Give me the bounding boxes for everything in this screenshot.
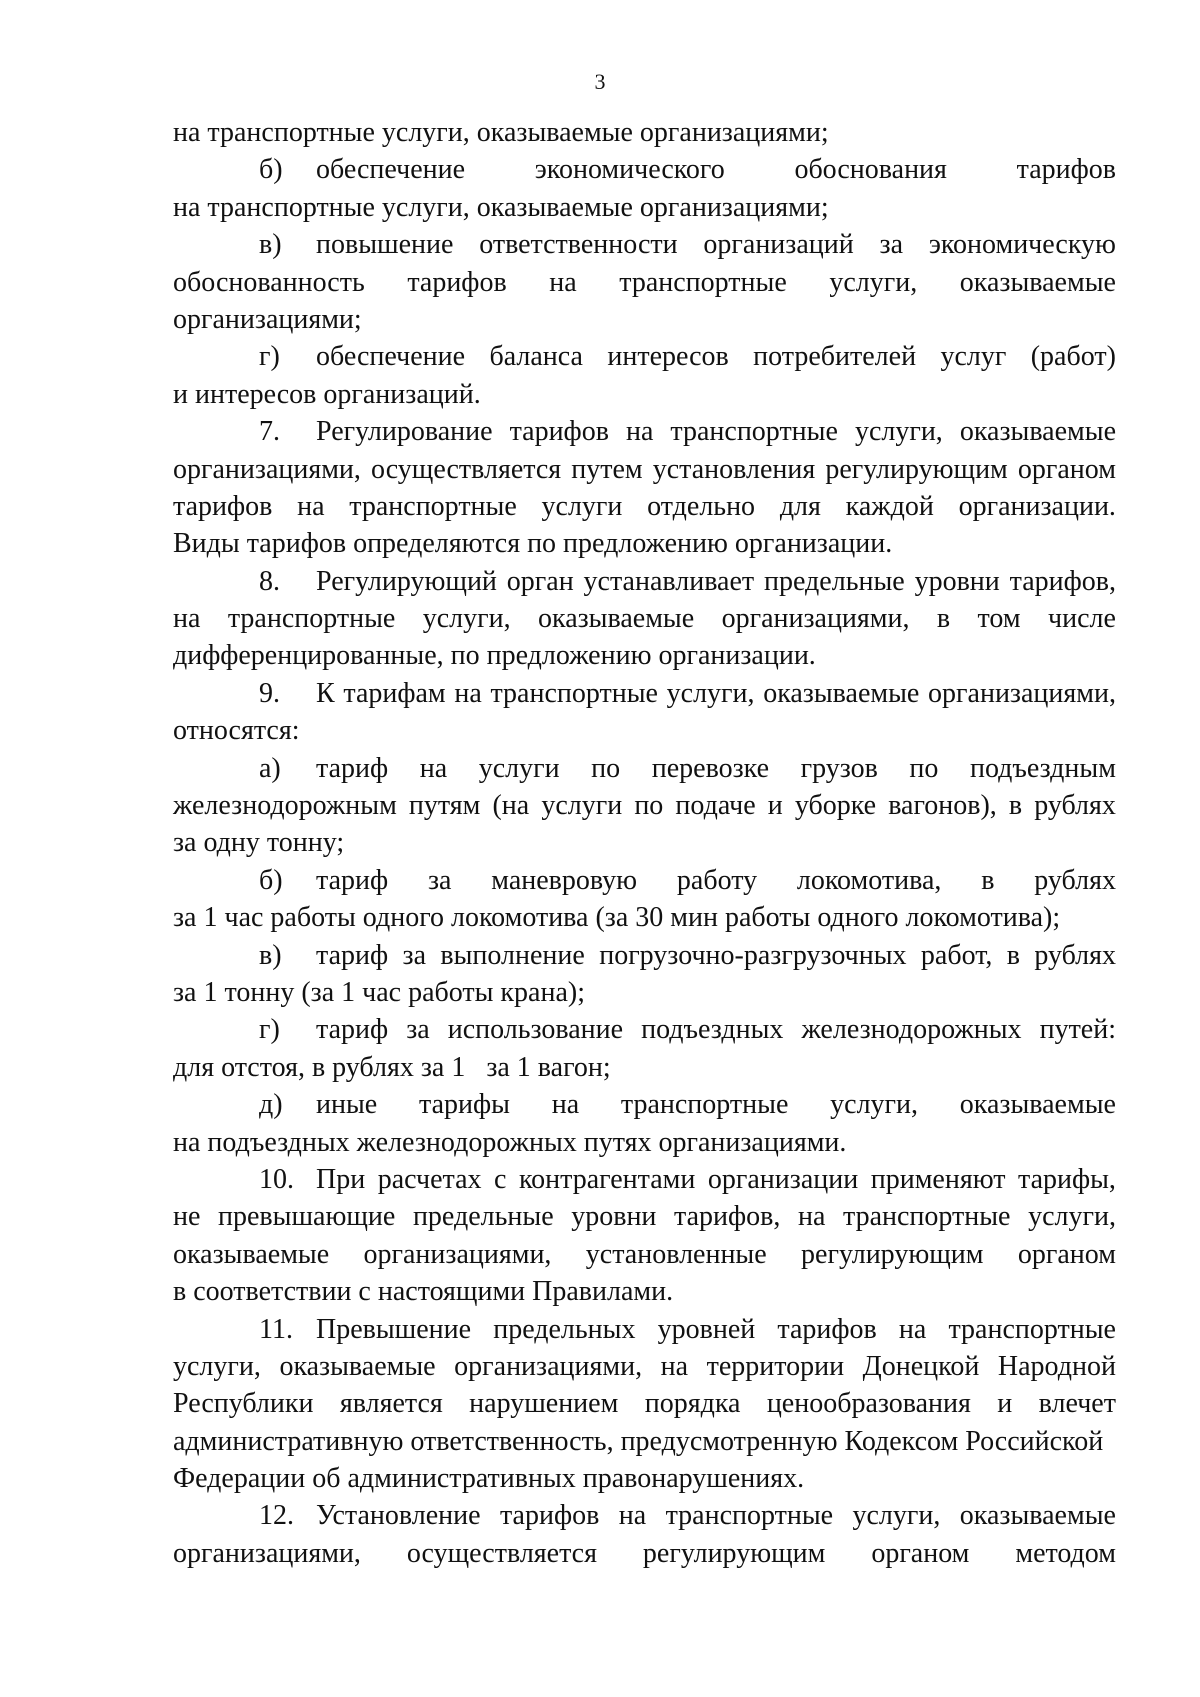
text-line: административную ответственность, предусмотренную Кодексом Российской [173, 1425, 1104, 1457]
text-line [173, 937, 1116, 974]
text-line [173, 1497, 1116, 1534]
word: в [936, 603, 951, 635]
word: услуги, [666, 677, 755, 709]
list-marker: 8. [259, 565, 280, 597]
text-line: для отстоя, в рублях за 1 за 1 вагон; [173, 1051, 611, 1083]
word: установления [652, 453, 816, 485]
word: (на [492, 790, 530, 822]
word: организациями, [721, 603, 910, 635]
text-line [173, 151, 1116, 188]
word: предельные [764, 565, 905, 597]
word: том [977, 603, 1021, 635]
word: регулирующим [801, 1238, 984, 1270]
word: ответственности [479, 229, 678, 261]
list-marker: в) [259, 939, 282, 971]
word: подъездных [641, 1014, 784, 1046]
text-line [173, 1385, 1116, 1422]
word: услуги, [422, 603, 511, 635]
word: осуществляется [371, 453, 562, 485]
line-start [259, 338, 465, 375]
word: путям [408, 790, 481, 822]
word: порядка [644, 1388, 741, 1420]
list-marker: 12. [259, 1500, 294, 1532]
text-line [173, 600, 1116, 637]
word: на [551, 1089, 580, 1121]
word: оказываемые [279, 1350, 436, 1382]
text-line: за одну тонну; [173, 827, 345, 859]
text-line [173, 787, 1116, 824]
list-marker: 9. [259, 677, 280, 709]
text-line: на подъездных железнодорожных путях организациями. [173, 1126, 847, 1158]
word: по [634, 790, 664, 822]
text-line: на транспортные услуги, оказываемые организациями; [173, 117, 829, 148]
line-start [259, 937, 388, 974]
word: работ, [920, 939, 993, 971]
word: тариф [316, 752, 389, 784]
word: услуги, [854, 416, 943, 448]
word: услуги [478, 752, 560, 784]
word: уровней [657, 1313, 756, 1345]
word: организации [707, 1163, 859, 1195]
text-line [173, 563, 1116, 600]
word: оказываемые [959, 1500, 1116, 1532]
word: на [454, 677, 482, 709]
word: оказываемые [173, 1238, 330, 1270]
text-line [173, 488, 1116, 525]
word: предельных [493, 1313, 636, 1345]
text-line [173, 862, 1116, 899]
word: Превышение [316, 1313, 472, 1345]
list-marker: 7. [259, 416, 280, 448]
word: погрузочно-разгрузочных [599, 939, 907, 971]
word: органом [871, 1537, 970, 1569]
list-marker: в) [259, 229, 282, 261]
line-start [259, 1011, 388, 1048]
word: территории [706, 1350, 845, 1382]
word: тариф [316, 1014, 389, 1046]
word: интересов [607, 341, 729, 373]
text-line [173, 1535, 1116, 1572]
word: обоснования [794, 154, 947, 186]
text-line [173, 1086, 1116, 1123]
word: уровни [914, 565, 1000, 597]
line-start [259, 1161, 365, 1198]
word: оказываемые [538, 603, 695, 635]
text-line [173, 413, 1116, 450]
word: и [767, 790, 783, 822]
word: транспортные [227, 603, 396, 635]
word: услуги, [830, 1089, 919, 1121]
word: Донецкой [862, 1350, 980, 1382]
list-marker: б) [259, 864, 283, 896]
word: маневровую [491, 864, 638, 896]
word: на [549, 266, 577, 298]
word: не [173, 1201, 201, 1233]
page-number: 3 [594, 69, 606, 94]
word: расчетах [377, 1163, 482, 1195]
word: каждой [845, 490, 934, 522]
word: рублях [1034, 864, 1116, 896]
line-start [259, 151, 465, 188]
word: с [494, 1163, 507, 1195]
word: предельные [412, 1201, 554, 1233]
word: организациями, [454, 1350, 643, 1382]
word: услуги [541, 490, 623, 522]
word: на [618, 1500, 647, 1532]
word: является [339, 1388, 443, 1420]
word: Республики [173, 1388, 314, 1420]
word: на [797, 1201, 826, 1233]
word: транспортные [490, 677, 658, 709]
word: выполнение [440, 939, 585, 971]
line-start [259, 675, 335, 712]
word: организаций [703, 229, 854, 261]
word: в [1006, 939, 1020, 971]
word: на [419, 752, 448, 784]
word: тарифов [499, 1500, 600, 1532]
word: транспортные [665, 1500, 834, 1532]
word: на [898, 1313, 927, 1345]
list-marker: д) [259, 1089, 283, 1121]
word: путей: [1039, 1014, 1116, 1046]
text-line: организациями; [173, 303, 362, 335]
word: тарифам [343, 677, 446, 709]
word: тарифов [509, 416, 609, 448]
text-line [173, 264, 1116, 301]
word: для [779, 490, 821, 522]
document-body [173, 114, 1116, 1572]
list-marker: г) [259, 1014, 280, 1046]
word: отдельно [647, 490, 756, 522]
word: обоснованность [173, 266, 365, 298]
word: устанавливает [583, 565, 755, 597]
word: услуги, [1028, 1201, 1116, 1233]
word: подаче [675, 790, 756, 822]
word: и [997, 1388, 1013, 1420]
text-line: дифференцированные, по предложению организации. [173, 640, 816, 672]
word: рублях [1034, 790, 1116, 822]
word: железнодорожным [173, 790, 397, 822]
word: на [625, 416, 654, 448]
word: методом [1015, 1537, 1116, 1569]
word: тарифов [1016, 154, 1116, 186]
word: обеспечение [316, 341, 466, 373]
word: баланса [489, 341, 583, 373]
word: повышение [316, 229, 454, 261]
word: Установление [316, 1500, 481, 1532]
word: тарифов [407, 266, 507, 298]
word: транспортные [619, 266, 787, 298]
word: оказываемые [763, 677, 920, 709]
word: Регулирование [316, 416, 493, 448]
list-marker: а) [259, 752, 281, 784]
word: тарифов [173, 490, 273, 522]
word: путем [571, 453, 643, 485]
word: тарифы [418, 1089, 510, 1121]
text-line [173, 1161, 1116, 1198]
word: транспортные [842, 1201, 1011, 1233]
line-start [259, 1311, 471, 1348]
text-line: на транспортные услуги, оказываемые организациями; [173, 191, 829, 223]
text-line [173, 226, 1116, 263]
word: осуществляется [406, 1537, 597, 1569]
text-line [173, 1011, 1116, 1048]
word: транспортные [349, 490, 517, 522]
word: вагонов), [888, 790, 997, 822]
word: услуг [940, 341, 1007, 373]
text-line [173, 1198, 1116, 1235]
text-line: и интересов организаций. [173, 378, 481, 410]
text-line: в соответствии с настоящими Правилами. [173, 1276, 674, 1308]
word: рублях [1034, 939, 1116, 971]
word: услуги, [852, 1500, 941, 1532]
word: по [591, 752, 621, 784]
line-start [259, 563, 497, 600]
word: организациями, [173, 453, 361, 485]
word: органом [1017, 453, 1116, 485]
word: перевозке [651, 752, 769, 784]
word: тарифов [777, 1313, 877, 1345]
word: влечет [1038, 1388, 1116, 1420]
word: локомотива, [796, 864, 942, 896]
word: потребителей [753, 341, 917, 373]
word: регулирующим [642, 1537, 826, 1569]
text-line [173, 750, 1116, 787]
text-line [173, 338, 1116, 375]
word: числе [1048, 603, 1116, 635]
line-start [259, 862, 388, 899]
word: тарифы, [1017, 1163, 1116, 1195]
word: контрагентами [518, 1163, 696, 1195]
text-line [173, 1236, 1116, 1273]
word: нарушением [469, 1388, 619, 1420]
word: уборке [794, 790, 877, 822]
word: услуги, [829, 266, 918, 298]
list-marker: 11. [259, 1313, 293, 1345]
word: экономического [534, 154, 725, 186]
word: установленные [585, 1238, 767, 1270]
word: тариф [316, 864, 389, 896]
word: оказываемые [959, 1089, 1116, 1121]
word: услуги, [173, 1350, 261, 1382]
text-line [173, 675, 1116, 712]
word: орган [506, 565, 574, 597]
word: применяют [870, 1163, 1006, 1195]
text-line: Федерации об административных правонарушениях. [173, 1463, 805, 1495]
word: на [660, 1350, 689, 1382]
text-line: Виды тарифов определяются по предложению организации. [173, 528, 893, 560]
text-line [173, 1348, 1116, 1385]
line-start [259, 413, 493, 450]
word: При [316, 1163, 366, 1195]
word: регулирующим [825, 453, 1008, 485]
word: использование [447, 1014, 624, 1046]
word: транспортные [620, 1089, 789, 1121]
word: уровни [571, 1201, 657, 1233]
word: на [173, 603, 201, 635]
word: услуги [541, 790, 623, 822]
word: оказываемые [959, 416, 1116, 448]
line-start [259, 750, 388, 787]
word: транспортные [670, 416, 838, 448]
word: организациями, [173, 1537, 361, 1569]
word: (работ) [1030, 341, 1116, 373]
list-marker: 10. [259, 1163, 294, 1195]
word: ценообразования [766, 1388, 971, 1420]
word: за [402, 939, 427, 971]
word: за [427, 864, 452, 896]
line-start [259, 1086, 377, 1123]
text-line: за 1 час работы одного локомотива (за 30 мин работы одного локомотива); [173, 902, 1061, 934]
word: тарифов, [1009, 565, 1116, 597]
text-line [173, 451, 1116, 488]
word: железнодорожных [801, 1014, 1022, 1046]
line-start [259, 226, 453, 263]
word: организациями, [363, 1238, 552, 1270]
word: превышающие [218, 1201, 396, 1233]
word: транспортные [948, 1313, 1116, 1345]
word: работу [676, 864, 758, 896]
word: тариф [316, 939, 389, 971]
word: К [316, 677, 335, 709]
word: за [406, 1014, 430, 1046]
list-marker: г) [259, 341, 280, 373]
text-line: относятся: [173, 715, 300, 747]
word: оказываемые [959, 266, 1116, 298]
word: организациями, [928, 677, 1116, 709]
word: экономическую [928, 229, 1116, 261]
word: обеспечение [316, 154, 466, 186]
word: подъездным [969, 752, 1116, 784]
word: в [981, 864, 995, 896]
word: грузов [800, 752, 878, 784]
text-line [173, 1311, 1116, 1348]
word: иные [316, 1089, 378, 1121]
list-marker: б) [259, 154, 283, 186]
word: за [879, 229, 904, 261]
line-start [259, 1497, 481, 1534]
text-line: за 1 тонну (за 1 час работы крана); [173, 976, 585, 1008]
word: органом [1017, 1238, 1116, 1270]
word: в [1008, 790, 1023, 822]
word: организации. [958, 490, 1116, 522]
word: Народной [997, 1350, 1116, 1382]
word: тарифов, [674, 1201, 781, 1233]
word: по [909, 752, 939, 784]
word: на [297, 490, 325, 522]
word: Регулирующий [316, 565, 497, 597]
